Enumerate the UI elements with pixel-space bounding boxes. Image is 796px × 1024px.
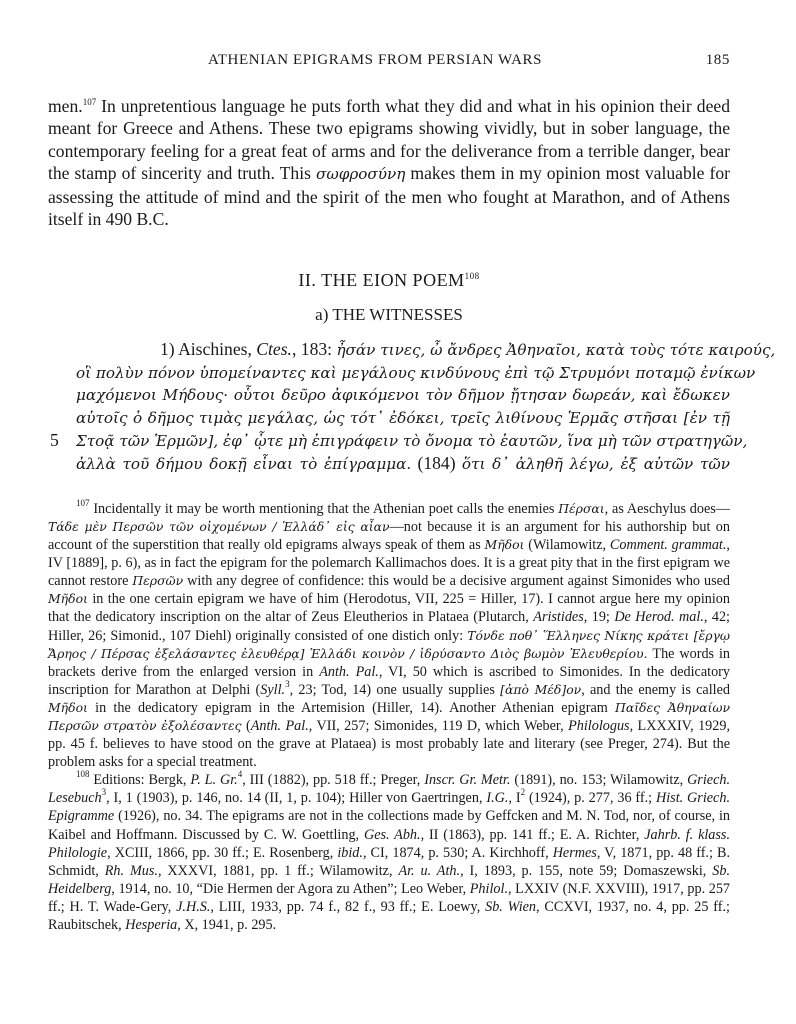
citation-title: Anth. Pal.: [319, 663, 379, 680]
greek-text: Μῆδοι: [48, 591, 88, 607]
text: , 23; Tod, 14) one usually supplies: [289, 681, 501, 698]
quote-line: αὐτοῖς ὁ δῆμος τιμὰς μεγάλας, ὡς τότ᾽ ἐδόκει, τρεῖς λιθίνους Ἑρμᾶς στῆσαι [ἐν τῇ: [76, 408, 730, 427]
text: , XXXVI, 1881, pp. 1 ff.; Wilamowitz,: [157, 862, 399, 879]
footnote-ref: 108: [464, 271, 480, 282]
citation-title: I.G.: [486, 790, 509, 807]
body-text: [48, 95, 730, 230]
text: in the dedicatory epigram in the Artemision (Hiller, 14). Another Athenian epigram: [87, 699, 616, 716]
footnote-number: 108: [76, 769, 90, 780]
text: , as Aeschylus does—: [604, 500, 730, 517]
text: in the one certain epigram we have of him (Herodotus, VII, 225 = Hiller, 17). I cannot argue here my opinion that the dedicatory inscription on the altar of Zeus Eleutherios in Plataea (Plutarch,: [48, 591, 730, 626]
citation-title: Philologus: [568, 718, 630, 734]
citation-title: Rh. Mus.: [104, 862, 158, 879]
text: , CCXVI, 1937, no. 4, pp. 25 ff.; Raubitschek,: [48, 898, 730, 934]
footnote-107: [48, 497, 731, 771]
text: , VII, 257; Simonides, 119 D, which Weber,: [308, 718, 569, 734]
work-title: Ctes.: [256, 339, 292, 360]
text: , IV [1889], p. 6), as in fact the epigram for the polemarch Kallimachos does. It is a great pity that in the first epigram we cannot restore: [48, 537, 730, 590]
section-title: [48, 270, 730, 291]
section-title-text: II. THE EION POEM: [298, 270, 465, 291]
text: , I: [508, 790, 521, 807]
footnotes: [48, 497, 731, 934]
citation-title: Anth. Pal.: [250, 718, 309, 734]
quote-line: οἳ πολὺν πόνον ὑπομείναντες καὶ μεγάλους κινδύνους ἐπὶ τῷ Στρυμόνι ποταμῷ ἐνίκων: [76, 363, 756, 382]
text: , III (1882), pp. 518 ff.; Preger,: [242, 772, 425, 789]
witness-quotation: [48, 338, 776, 475]
citation-title: Syll.: [260, 681, 286, 698]
superscript: 3: [285, 678, 290, 689]
citation-title: Sb. Heidelberg: [48, 862, 730, 897]
text: makes them in my opinion most valuable for assessing the attitude of mind and the spirit of the men who fought at Marathon, and of Athens itself in 490 B.C.: [48, 163, 730, 230]
citation-title: Hist. Griech. Epigramme: [48, 790, 730, 825]
text: (Wilamowitz,: [524, 537, 610, 554]
text: , CI, 1874, p. 530; A. Kirchhoff,: [362, 844, 553, 861]
text: men.: [48, 96, 83, 116]
text: , II (1863), pp. 141 ff.; E. A. Richter,: [420, 826, 645, 843]
superscript: 4: [237, 769, 243, 780]
text: (1891), no. 153; Wilamowitz,: [510, 772, 688, 789]
greek-text: ἦσάν τινες, ὦ ἄνδρες Ἀθηναῖοι, κατὰ τοὺς τότε καιρούς,: [336, 341, 776, 360]
subsection-title: a) THE WITNESSES: [315, 305, 463, 325]
citation-title: Griech. Lesebuch: [48, 772, 731, 807]
citation-title: Hesperia: [125, 917, 178, 934]
greek-text: Παῖδες Ἀθηναίων Περσῶν στρατὸν ἐξολέσαντες: [48, 699, 730, 733]
text: Editions: Bergk,: [89, 772, 191, 789]
text: , VI, 50 which is ascribed to Simonides. In the dedicatory inscription for Marathon at Delphi (: [48, 663, 731, 698]
text: (1924), p. 277, 36 ff.;: [525, 790, 656, 807]
text: , 19;: [583, 609, 615, 626]
greek-text: Μῆδοι: [48, 699, 88, 715]
text: (: [241, 718, 251, 734]
greek-text: Στοᾷ τῶν Ἑρμῶν], ἐφ᾽ ᾧτε μὴ ἐπιγράφειν τὸ ὄνομα τὸ ἑαυτῶν, ἵνα μὴ τῶν στρατηγῶν,: [76, 432, 748, 451]
text: , V, 1871, pp. 48 ff.; B. Schmidt,: [48, 844, 730, 879]
citation-title: Aristides: [533, 609, 584, 626]
superscript: 3: [101, 787, 107, 798]
quote-line: [48, 338, 776, 361]
text: (184): [411, 453, 462, 474]
greek-text: Τόνδε ποθ᾽ Ἕλληνες Νίκης κράτει [ἔργῳ Ἄρηος / Πέρσας ἐξελάσαντες ἐλευθέρᾳ] Ἑλλάδι κοινὸν / ἱδρύσαντο Διὸς βωμὸν Ἐλευθερίου.: [48, 627, 730, 661]
greek-text: Περσῶν: [132, 573, 184, 589]
text: In unpretentious language he puts forth what they did and what in his opinion their deed meant for Greece and Athens. These two epigrams showing vividly, but in sober language, the contemporary feeling for a great feat of arms and for the deliverance from a terrible danger, bear the stamp of sincerity and truth. This: [48, 96, 730, 184]
footnote-108: [48, 771, 730, 934]
paragraph: [48, 95, 730, 230]
text: The words in brackets derive from the enlarged version in: [48, 645, 730, 680]
greek-text: Μῆδοι: [484, 537, 525, 553]
citation-title: Comment. grammat.: [609, 537, 727, 554]
footnote-ref: 107: [82, 97, 97, 107]
line-number: 5: [50, 430, 59, 451]
citation-title: Ges. Abh.: [363, 826, 421, 843]
citation-title: Jahrb. f. klass. Philologie: [48, 826, 730, 861]
text: , LIII, 1933, pp. 74 f., 82 f., 93 ff.; E. Loewy,: [210, 898, 486, 915]
citation-title: De Herod. mal.: [614, 609, 704, 626]
running-title: ATHENIAN EPIGRAMS FROM PERSIAN WARS: [208, 52, 543, 68]
quote-line: [48, 429, 748, 452]
text: , XCIII, 1866, pp. 30 ff.; E. Rosenberg,: [107, 844, 338, 861]
citation-title: Hermes: [552, 844, 597, 861]
text: , I, 1893, p. 155, note 59; Domaszewski,: [460, 862, 713, 879]
footnote-number: 107: [76, 497, 90, 508]
greek-word: σωφροσύνη: [315, 165, 406, 184]
text: —not because it is an argument for his authorship but on account of the superstition that really old epigrams always speak of them as: [48, 518, 730, 554]
page: [48, 52, 776, 934]
greek-text: ὅτι δ᾽ ἀληθῆ λέγω, ἐξ αὐτῶν τῶν: [461, 455, 730, 474]
quote-line: [48, 452, 730, 475]
text: , 183:: [291, 339, 337, 360]
text: , I, 1 (1903), p. 146, no. 14 (II, 1, p. 104); Hiller von Gaertringen,: [106, 790, 487, 807]
text: , 42; Hiller, 26; Simonid., 107 Diehl) originally consisted of one distich only:: [48, 609, 730, 644]
running-head: [48, 52, 730, 74]
greek-text: ἀλλὰ τοῦ δήμου δοκῇ εἶναι τὸ ἐπίγραμμα.: [76, 455, 412, 474]
citation-title: J.H.S.: [176, 898, 211, 915]
citation-title: Ar. u. Ath.: [398, 862, 461, 879]
text: Incidentally it may be worth mentioning that the Athenian poet calls the enemies: [89, 500, 559, 517]
text: , LXXIV (N.F. XXVIII), 1917, pp. 257 ff.; H. T. Wade-Gery,: [48, 880, 731, 915]
text: , LXXXIV, 1929, pp. 45 f. believes to have stood on the grave at Plataea) is most probably late and literary (see Preger, 274). But the problem asks for a special treatment.: [48, 718, 730, 771]
greek-text: Τάδε μὲν Περσῶν τῶν οἰχομένων / Ἑλλάδ᾽ εἰς αἶαν: [48, 518, 390, 534]
text: with any degree of confidence: this would be a decisive argument against Simonides who used: [183, 573, 730, 590]
citation-title: Sb. Wien: [485, 898, 537, 915]
greek-text: Πέρσαι: [558, 500, 605, 516]
page-number: 185: [705, 52, 730, 68]
text: , and the enemy is called: [581, 681, 731, 698]
quote-line: μαχόμενοι Μήδους· οὗτοι δεῦρο ἀφικόμενοι τὸν δῆμον ᾔτησαν δωρεάν, καὶ ἔδωκεν: [76, 386, 730, 405]
citation-title: P. L. Gr.: [190, 772, 238, 789]
text: , 1914, no. 10, “Die Hermen der Agora zu Athen”; Leo Weber,: [111, 880, 470, 897]
text: (1926), no. 34. The epigrams are not in the collections made by Geffcken and M. N. Tod, nor, of course, in Kaibel and Hoffmann. Discussed by C. W. Goettling,: [48, 808, 730, 843]
greek-text: [ἀπὸ Μέδ]ον: [500, 681, 582, 697]
text: , X, 1941, p. 295.: [177, 917, 277, 934]
citation-title: ibid.: [337, 844, 363, 861]
text: 1) Aischines,: [160, 339, 257, 360]
citation-title: Philol.: [469, 880, 508, 897]
superscript: 2: [520, 787, 526, 798]
citation-title: Inscr. Gr. Metr.: [424, 772, 511, 789]
